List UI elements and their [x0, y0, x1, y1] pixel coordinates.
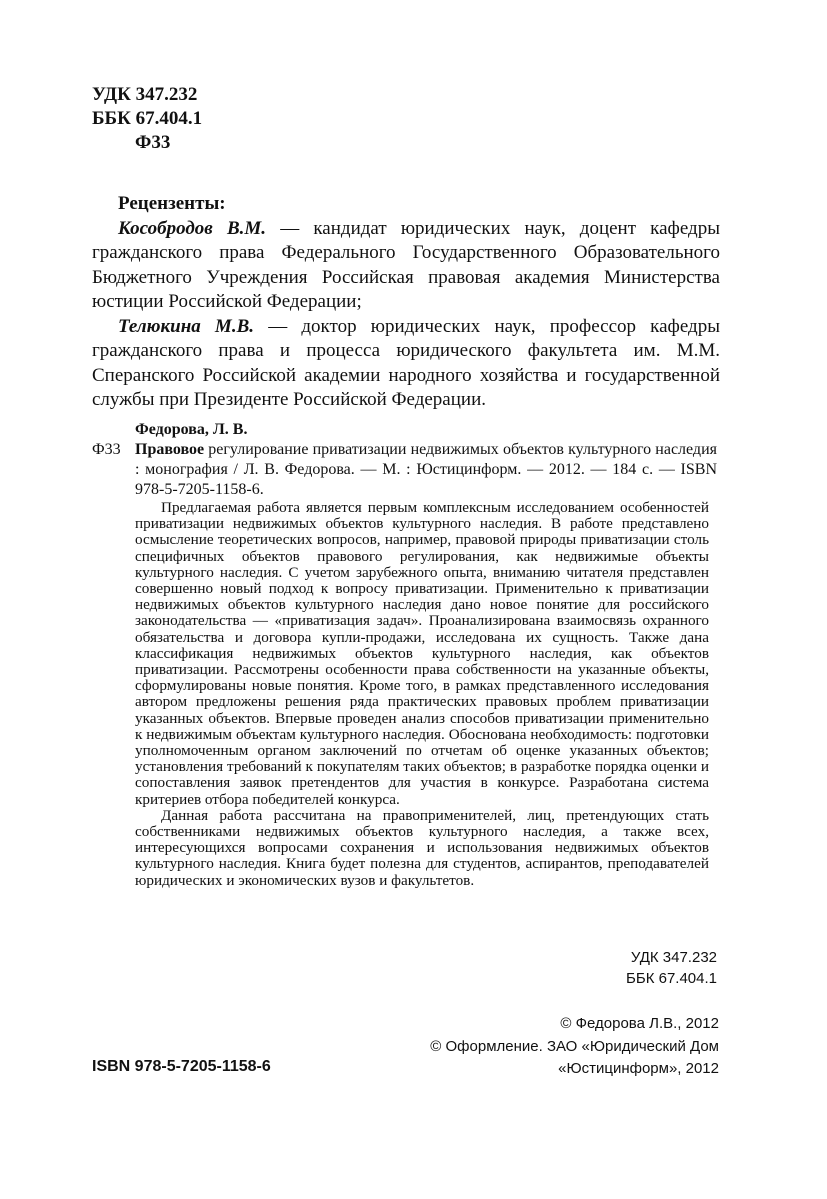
catalog-entry [92, 420, 717, 500]
bbk-code: ББК 67.404.1 [92, 108, 203, 129]
reviewer-2 [92, 315, 720, 413]
abstract-paragraph-1: Предлагаемая работа является первым комплексным исследованием особенностей приватизации недвижимых объектов культурного наследия. В работе представлено осмысление теоретических вопросов, например, правовой природы приватизации столь специфичных объектов правового регулирования, как недвижимые объекты культурного наследия. С учетом зарубежного опыта, вниманию читателя представлен совершенно новый подход к вопросу приватизации. Применительно к приватизации недвижимых объектов культурного наследия дано новое понятие для российского законодательства — «приватизация задач». Проанализирована взаимосвязь охранного обязательства и договора купли-продажи, исследована их сущность. Также дана классификация недвижимых объектов культурного наследия, как объектов приватизации. Рассмотрены особенности права собственности на указанные объекты, сформулированы новые понятия. Кроме того, в рамках представленного исследования автором предложены решения ряда практических правовых проблем приватизации указанных объектов. Впервые проведен анализ способов приватизации применительно к недвижимым объектам культурного наследия. Обоснована необходимость: подготовки уполномоченным органом заключений по отчетам об оценке указанных объектов; установления требований к покупателям таких объектов; в разработке порядка оценки и сопоставления заявок претендентов для участия в конкурсе. Разработана система критериев отбора победителей конкурса. [135, 499, 709, 808]
reviewer-1-text: — кандидат юридических наук, доцент кафедры гражданского права Федерального Государственного Образовательного Бюджетного Учреждения Российская правовая академия Министерства юстиции Российской Федерации; [92, 217, 720, 312]
catalog-description-text: регулирование приватизации недвижимых объектов культурного наследия : монография / Л. В. Федорова. — М. : Юстицинформ. — 2012. — 184 с. — ISBN 978-5-7205-1158-6. [135, 441, 717, 498]
udk-code: УДК 347.232 [92, 84, 198, 105]
catalog-author: Федорова, Л. В. [135, 421, 248, 438]
reviewer-2-text: — доктор юридических наук, профессор кафедры гражданского права и процесса юридического факультета им. М.М. Сперанского Российской академии народного хозяйства и государственной службы при Президенте Российской Федерации. [92, 315, 720, 410]
author-sign-code: Ф33 [135, 132, 171, 153]
reviewer-2-name: Телюкина М.В. [118, 315, 254, 337]
copyright-block [430, 1013, 719, 1081]
copyright-author: © Федорова Л.В., 2012 [560, 1015, 719, 1032]
classification-header [92, 83, 202, 155]
reviewers-title: Рецензенты: [118, 193, 226, 214]
classification-footer [626, 947, 717, 989]
reviewer-1-name: Кособродов В.М. [118, 217, 267, 239]
catalog-description [135, 440, 717, 500]
reviewer-1 [92, 217, 720, 315]
abstract [135, 500, 709, 889]
catalog-row [92, 440, 717, 500]
bbk-code-footer: ББК 67.404.1 [626, 970, 717, 987]
catalog-code: Ф33 [92, 441, 121, 458]
copyright-design: © Оформление. ЗАО «Юридический Дом [430, 1037, 719, 1055]
isbn: ISBN 978-5-7205-1158-6 [92, 1058, 271, 1075]
reviewers-section [92, 192, 720, 413]
abstract-paragraph-2: Данная работа рассчитана на правоприменителей, лиц, претендующих стать собственниками недвижимых объектов культурного наследия, а также всех, интересующихся вопросами сохранения и использования недвижимых объектов культурного наследия. Книга будет полезна для студентов, аспирантов, преподавателей юридических и экономических вузов и факультетов. [135, 806, 709, 889]
catalog-title-word: Правовое [135, 441, 205, 458]
copyright-publisher: «Юстицинформ», 2012 [558, 1060, 719, 1077]
udk-code-footer: УДК 347.232 [630, 949, 717, 966]
